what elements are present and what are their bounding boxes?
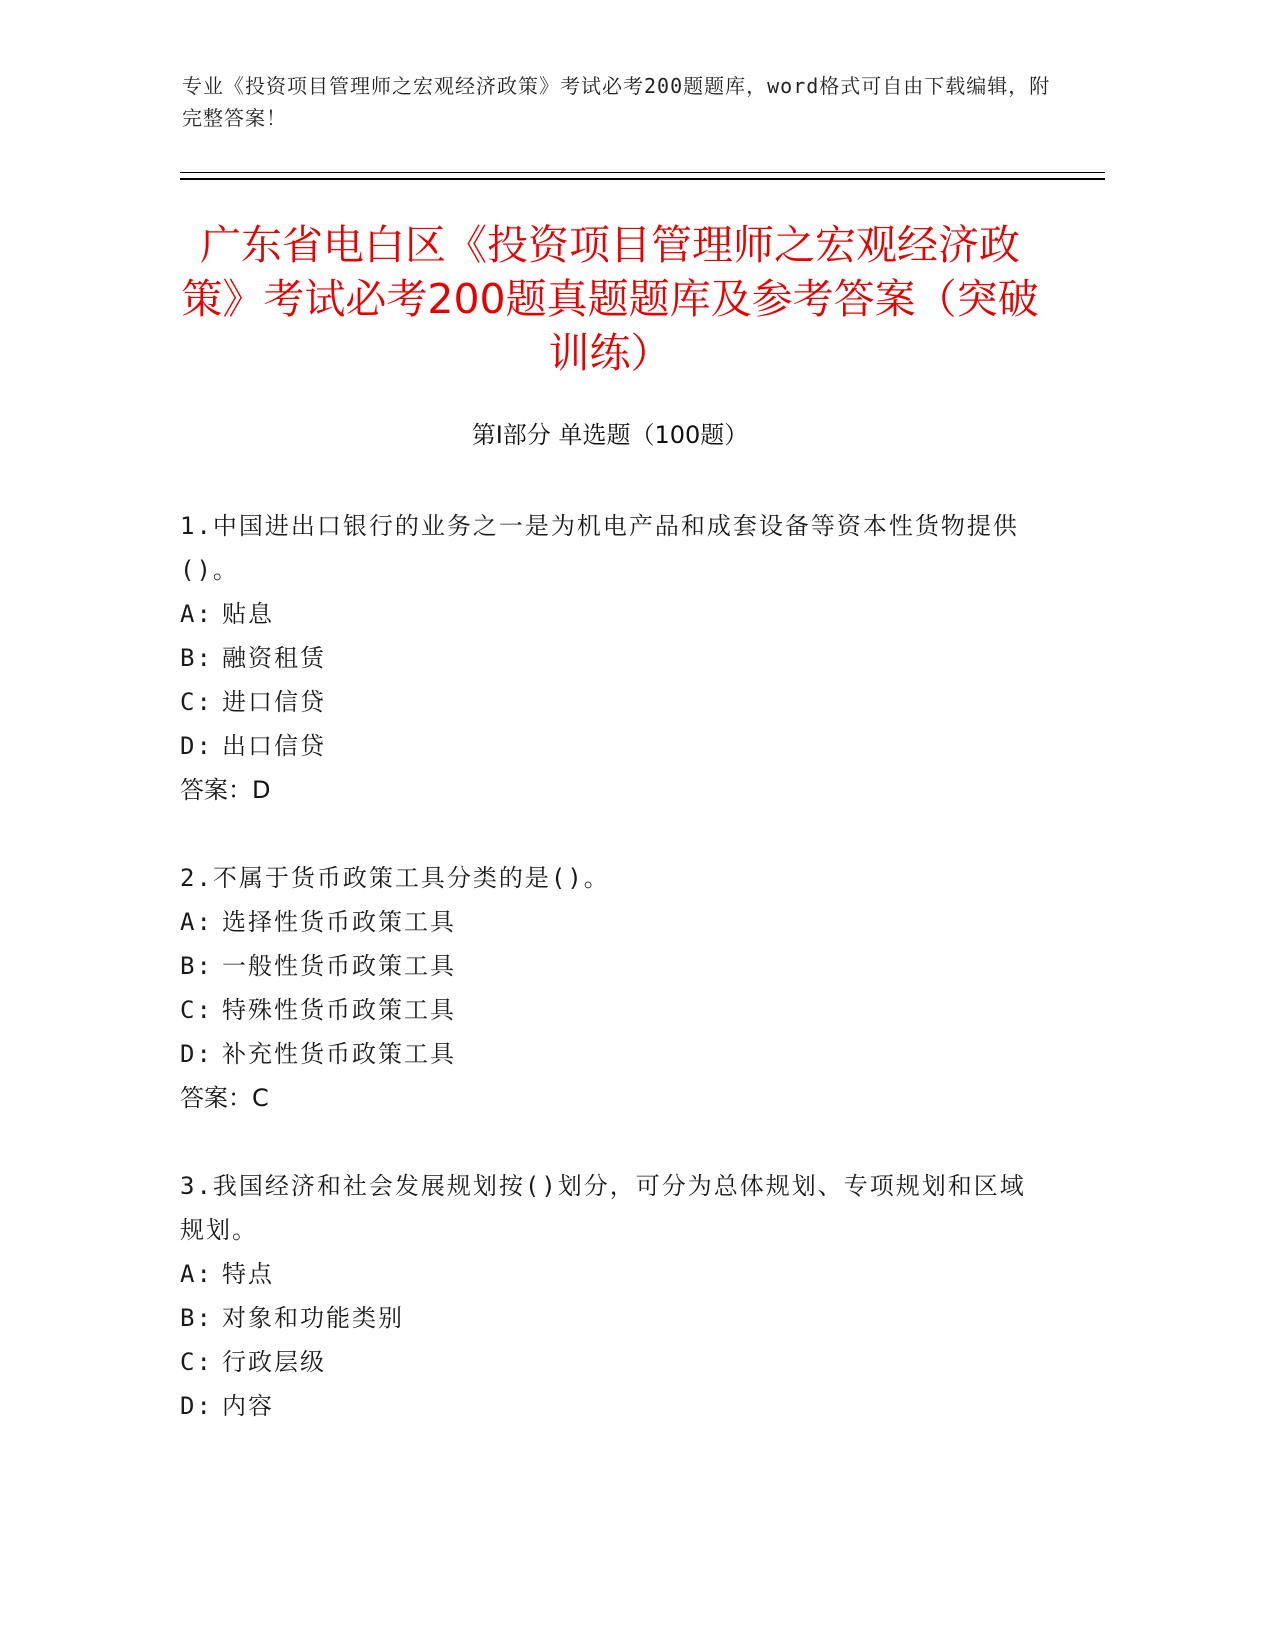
header-divider-thick <box>180 178 1105 180</box>
answer-label: 答案： <box>180 776 252 804</box>
option-a <box>180 592 1040 636</box>
option-c <box>180 1340 1040 1384</box>
option-text: 融资租赁 <box>222 644 326 672</box>
option-b <box>180 944 1040 988</box>
option-d <box>180 724 1040 768</box>
option-text: 补充性货币政策工具 <box>222 1040 456 1068</box>
option-text: 选择性货币政策工具 <box>222 908 456 936</box>
option-a <box>180 1252 1040 1296</box>
header-note: 专业《投资项目管理师之宏观经济政策》考试必考200题题库，word格式可自由下载编辑，附完整答案！ <box>182 74 1051 130</box>
option-text: 对象和功能类别 <box>222 1304 404 1332</box>
question-text: 2.不属于货币政策工具分类的是()。 <box>180 864 610 892</box>
option-b <box>180 636 1040 680</box>
question-list <box>180 504 1040 1472</box>
option-a <box>180 900 1040 944</box>
answer-line <box>180 1076 1040 1120</box>
option-text: 一般性货币政策工具 <box>222 952 456 980</box>
option-letter: C: <box>180 1348 213 1376</box>
question-text: 3.我国经济和社会发展规划按()划分，可分为总体规划、专项规划和区域规划。 <box>180 1172 1026 1244</box>
answer-line <box>180 768 1040 812</box>
answer-label: 答案： <box>180 1084 252 1112</box>
option-d <box>180 1032 1040 1076</box>
option-letter: B: <box>180 644 213 672</box>
section-title: 第I部分 单选题（100题） <box>471 421 749 449</box>
answer-value: D <box>252 776 271 804</box>
option-letter: C: <box>180 688 213 716</box>
option-c <box>180 680 1040 724</box>
option-letter: D: <box>180 1040 213 1068</box>
option-letter: A: <box>180 600 213 628</box>
question-2 <box>180 856 1040 1120</box>
option-text: 行政层级 <box>222 1348 326 1376</box>
option-letter: B: <box>180 952 213 980</box>
option-letter: D: <box>180 732 213 760</box>
option-text: 出口信贷 <box>222 732 326 760</box>
option-letter: C: <box>180 996 213 1024</box>
option-letter: A: <box>180 1260 213 1288</box>
option-text: 特殊性货币政策工具 <box>222 996 456 1024</box>
option-c <box>180 988 1040 1032</box>
question-3 <box>180 1164 1040 1428</box>
question-1 <box>180 504 1040 812</box>
document-title: 广东省电白区《投资项目管理师之宏观经济政策》考试必考200题真题题库及参考答案（突破训练） <box>181 221 1039 377</box>
option-text: 贴息 <box>222 600 274 628</box>
option-letter: D: <box>180 1392 213 1420</box>
question-text: 1.中国进出口银行的业务之一是为机电产品和成套设备等资本性货物提供()。 <box>180 512 1019 584</box>
option-text: 内容 <box>222 1392 274 1420</box>
header-divider-thin <box>180 172 1105 173</box>
option-letter: A: <box>180 908 213 936</box>
option-text: 特点 <box>222 1260 274 1288</box>
option-b <box>180 1296 1040 1340</box>
option-d <box>180 1384 1040 1428</box>
answer-value: C <box>252 1084 269 1112</box>
option-text: 进口信贷 <box>222 688 326 716</box>
option-letter: B: <box>180 1304 213 1332</box>
